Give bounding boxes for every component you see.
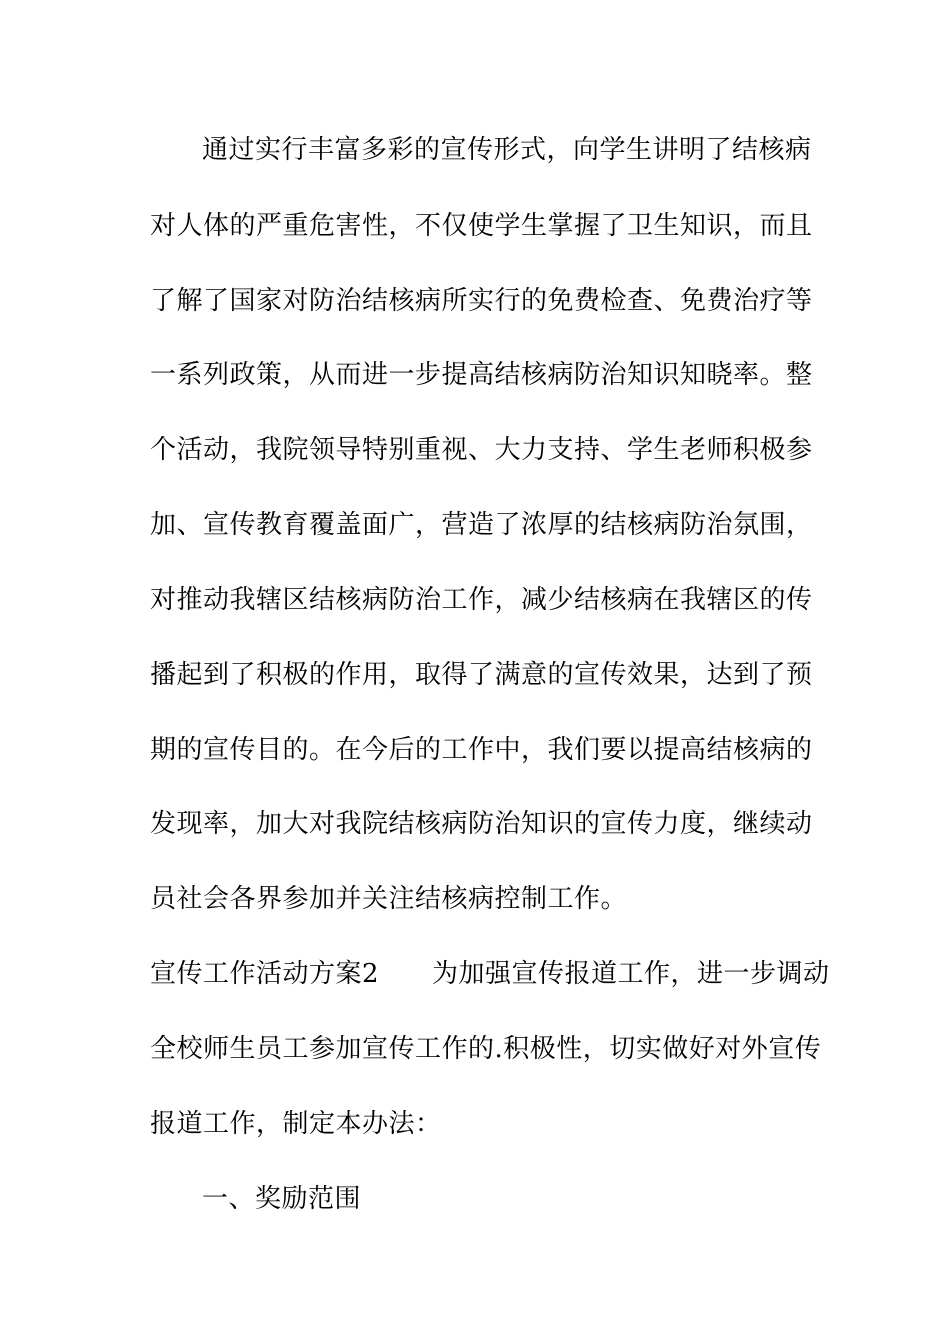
paragraph-line: 期的宣传目的。在今后的工作中，我们要以提高结核病的 (150, 735, 813, 765)
paragraph-line: 了解了国家对防治结核病所实行的免费检查、免费治疗等 (150, 286, 813, 316)
paragraph-line: 发现率，加大对我院结核病防治知识的宣传力度，继续动 (150, 809, 813, 839)
paragraph-line: 宣传工作活动方案2 为加强宣传报道工作，进一步调动 (150, 959, 830, 989)
section-heading: 一、奖励范围 (202, 1184, 362, 1214)
paragraph-line: 一系列政策，从而进一步提高结核病防治知识知晓率。整 (150, 360, 813, 390)
paragraph-line: 对人体的严重危害性，不仅使学生掌握了卫生知识，而且 (150, 211, 813, 241)
paragraph-line: 全校师生员工参加宣传工作的.积极性，切实做好对外宣传 (150, 1034, 822, 1064)
paragraph-line: 播起到了积极的作用，取得了满意的宣传效果，达到了预 (150, 660, 813, 690)
paragraph-line: 对推动我辖区结核病防治工作，减少结核病在我辖区的传 (150, 585, 813, 615)
paragraph-line: 个活动，我院领导特别重视、大力支持、学生老师积极参 (150, 435, 813, 465)
paragraph-line: 通过实行丰富多彩的宣传形式，向学生讲明了结核病 (202, 135, 812, 165)
paragraph-line: 报道工作，制定本办法： (150, 1109, 442, 1139)
paragraph-line: 加、宣传教育覆盖面广，营造了浓厚的结核病防治氛围， (150, 510, 813, 540)
paragraph-line: 员社会各界参加并关注结核病控制工作。 (150, 884, 628, 914)
